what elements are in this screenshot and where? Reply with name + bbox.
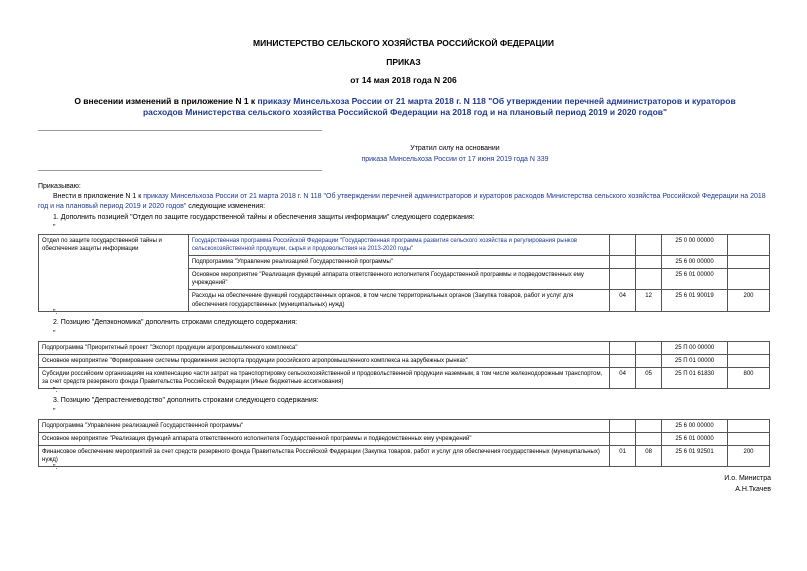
doc-date-heading: от 14 мая 2018 года N 206 bbox=[350, 75, 457, 85]
table-1 bbox=[38, 234, 770, 312]
table2-row2-c3 bbox=[728, 355, 770, 368]
table1-row2-c1 bbox=[610, 256, 636, 269]
lost-force-note bbox=[300, 144, 610, 165]
table1-row2-c2 bbox=[636, 256, 662, 269]
doc-title-link[interactable]: приказу Минсельхоза России от 21 марта 2018 г. N 118 "Об утверждении перечней администраторов и кураторов расходов Министерства сельского хозяйства Российской Федерации на 2018 год и на плановый период 2019 и 2020 годов" bbox=[142, 96, 736, 118]
table3-row2-c3 bbox=[728, 433, 770, 446]
table3-row1-c1 bbox=[610, 420, 636, 433]
table3-row3-name: Финансовое обеспечение мероприятий за счет средств резервного фонда Правительства Российской Федерации (Закупка товаров, работ и услуг для обеспечения государственных (муниципальных) нужд) bbox=[39, 446, 610, 467]
table1-row3-name: Основное мероприятие "Реализация функций аппарата ответственного исполнителя Государственной программы и подведомственных ему учреждений" bbox=[188, 269, 609, 290]
doc-title-prefix: О внесении изменений в приложение N 1 к bbox=[74, 96, 258, 106]
divider-top bbox=[38, 130, 322, 131]
table1-row3-c3 bbox=[728, 269, 770, 290]
table2-row3-code: 25 П 01 61830 bbox=[662, 368, 728, 389]
order-word: Приказываю: bbox=[38, 183, 81, 190]
table1-row1-c1 bbox=[610, 235, 636, 256]
table3-row2-code: 25 6 01 00000 bbox=[662, 433, 728, 446]
item-3-text: 3. Позицию "Депрастениеводство" дополнить строками следующего содержания: bbox=[53, 397, 319, 404]
item-2-text: 2. Позицию "Депэкономика" дополнить строками следующего содержания: bbox=[53, 319, 298, 326]
table1-left-cell: Отдел по защите государственной тайны и обеспечения защиты информации bbox=[39, 235, 189, 312]
table2-row1-c2 bbox=[636, 342, 662, 355]
table3-row3-c2: 08 bbox=[636, 446, 662, 467]
quote-open-3: " bbox=[53, 408, 56, 415]
table3-row1-c3 bbox=[728, 420, 770, 433]
intro-prefix: Внести в приложение N 1 к bbox=[53, 193, 144, 200]
signature-position: И.о. Министра bbox=[724, 475, 771, 482]
table2-row2-c2 bbox=[636, 355, 662, 368]
table-2 bbox=[38, 341, 770, 389]
signature-name: А.Н.Ткачев bbox=[735, 485, 771, 493]
doc-title bbox=[60, 96, 750, 118]
table2-row1-code: 25 П 00 00000 bbox=[662, 342, 728, 355]
ministry-heading: МИНИСТЕРСТВО СЕЛЬСКОГО ХОЗЯЙСТВА РОССИЙСКОЙ ФЕДЕРАЦИИ bbox=[253, 38, 554, 48]
table3-row2-c1 bbox=[610, 433, 636, 446]
table3-row3-c1: 01 bbox=[610, 446, 636, 467]
table-3 bbox=[38, 419, 770, 467]
table-row bbox=[39, 355, 770, 368]
quote-close-2: ". bbox=[53, 387, 58, 394]
table3-row1-c2 bbox=[636, 420, 662, 433]
table1-row1-name[interactable]: Государственная программа Российской Федерации "Государственная программа развития сельского хозяйства и регулирования рынков сельскохозяйственной продукции, сырья и продовольствия на 2013-2020 годы" bbox=[188, 235, 609, 256]
table2-row3-c1: 04 bbox=[610, 368, 636, 389]
table1-row1-code: 25 0 00 00000 bbox=[662, 235, 728, 256]
quote-open-2: " bbox=[53, 330, 56, 337]
doc-type-heading: ПРИКАЗ bbox=[386, 57, 421, 67]
table3-row2-name: Основное мероприятие "Реализация функций аппарата ответственного исполнителя Государственной программы и подведомственных ему учреждений" bbox=[39, 433, 610, 446]
table2-row3-name: Субсидии российским организациям на компенсацию части затрат на транспортировку сельскохозяйственной и продовольственной продукции наземным, в том числе железнодорожным транспортом, за счет средств резервного фонда Правительства Российской Федерации (Иные бюджетные ассигнования) bbox=[39, 368, 610, 389]
table1-row2-code: 25 6 00 00000 bbox=[662, 256, 728, 269]
quote-close-1: ". bbox=[53, 309, 58, 316]
table-row bbox=[39, 235, 770, 256]
table3-row3-c3: 200 bbox=[728, 446, 770, 467]
table-row bbox=[39, 433, 770, 446]
table2-row3-c2: 05 bbox=[636, 368, 662, 389]
table1-row2-name: Подпрограмма "Управление реализацией Государственной программы" bbox=[188, 256, 609, 269]
signature-block bbox=[724, 474, 771, 495]
table2-row1-c3 bbox=[728, 342, 770, 355]
table1-row3-code: 25 6 01 00000 bbox=[662, 269, 728, 290]
table1-row4-c3: 200 bbox=[728, 290, 770, 311]
table1-row1-c2 bbox=[636, 235, 662, 256]
table-row bbox=[39, 342, 770, 355]
table2-row1-name: Подпрограмма "Приоритетный проект "Экспорт продукции агропромышленного комплекса" bbox=[39, 342, 610, 355]
table2-row1-c1 bbox=[610, 342, 636, 355]
divider-bottom bbox=[38, 170, 322, 171]
table3-row3-code: 25 6 01 92501 bbox=[662, 446, 728, 467]
table2-row2-name: Основное мероприятие "Формирование системы продвижения экспорта продукции российского агропромышленного комплекса на зарубежных рынках" bbox=[39, 355, 610, 368]
quote-close-3: ". bbox=[53, 464, 58, 471]
table1-row3-c1 bbox=[610, 269, 636, 290]
table2-row2-c1 bbox=[610, 355, 636, 368]
table1-row4-code: 25 6 01 90019 bbox=[662, 290, 728, 311]
quote-open-1: " bbox=[53, 224, 56, 231]
table1-row2-c3 bbox=[728, 256, 770, 269]
lost-force-text: Утратил силу на основании bbox=[410, 145, 500, 152]
table2-row2-code: 25 П 01 00000 bbox=[662, 355, 728, 368]
table-row bbox=[39, 420, 770, 433]
table2-row3-c3: 800 bbox=[728, 368, 770, 389]
lost-force-link[interactable]: приказа Минсельхоза России от 17 июня 2019 года N 339 bbox=[361, 155, 549, 163]
table1-row4-name: Расходы на обеспечение функций государственных органов, в том числе территориальных органов (Закупка товаров, работ и услуг для обеспечения государственных (муниципальных) нужд) bbox=[188, 290, 609, 311]
table3-row2-c2 bbox=[636, 433, 662, 446]
table3-row1-code: 25 6 00 00000 bbox=[662, 420, 728, 433]
table1-row1-c3 bbox=[728, 235, 770, 256]
table1-row4-c2: 12 bbox=[636, 290, 662, 311]
table1-row3-c2 bbox=[636, 269, 662, 290]
item-1-text: 1. Дополнить позицией "Отдел по защите государственной тайны и обеспечения защиты информации" следующего содержания: bbox=[53, 214, 475, 221]
intro-suffix: следующие изменения: bbox=[186, 203, 266, 211]
intro-link[interactable]: приказу Минсельхоза России от 21 марта 2018 г. N 118 "Об утверждении перечней администраторов и кураторов расходов Министерства сельского хозяйства Российской Федерации на 2018 год и на плановый период 2019 и 2020 годов" bbox=[38, 193, 766, 211]
table3-row1-name: Подпрограмма "Управление реализацией Государственной программы" bbox=[39, 420, 610, 433]
intro-paragraph bbox=[38, 192, 773, 212]
table1-row4-c1: 04 bbox=[610, 290, 636, 311]
